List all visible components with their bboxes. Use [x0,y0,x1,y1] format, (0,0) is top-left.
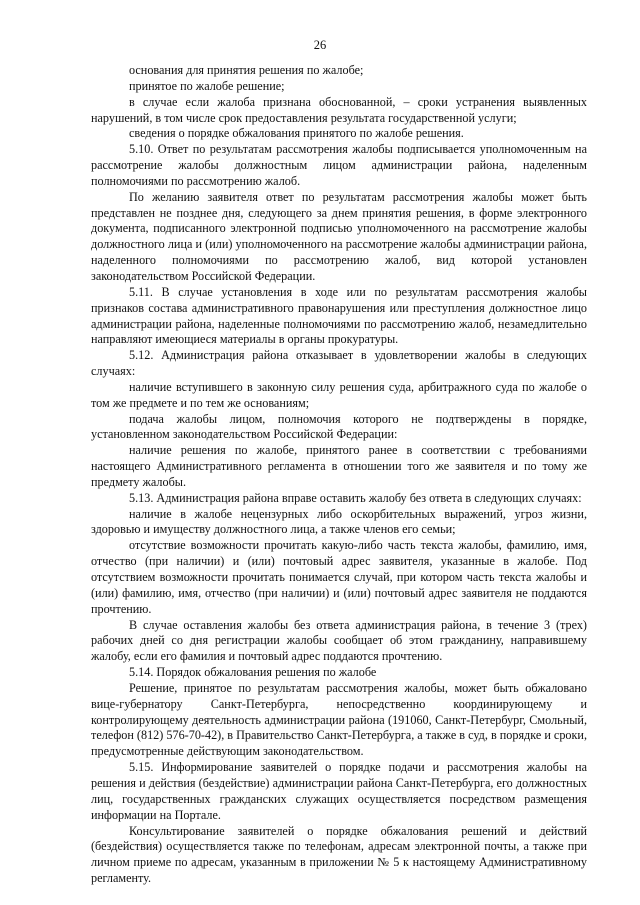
paragraph: в случае если жалоба признана обоснованной, – сроки устранения выявленных нарушений, в том числе срок предоставления результата государственной услуги; [91,94,587,125]
document-body [91,63,587,887]
paragraph-5-10: 5.10. Ответ по результатам рассмотрения жалобы подписывается уполномоченным на рассмотрение жалобы должностным лицом администрации района, наделенным полномочиями по рассмотрению жалоб. [91,142,587,188]
paragraph-5-11: 5.11. В случае установления в ходе или по результатам рассмотрения жалобы признаков состава административного правонарушения или преступления должностное лицо администрации района, наделенные полномочиями по рассмотрению жалоб, незамедлительно направляют имеющиеся материалы в органы прокуратуры. [91,284,587,347]
paragraph: По желанию заявителя ответ по результатам рассмотрения жалобы может быть представлен не позднее дня, следующего за днем принятия решения, в форме электронного документа, подписанного электронной подписью уполномоченного на рассмотрение жалобы должностного лица и (или) уполномоченного на рассмотрение жалобы администрации района, наделенного полномочиями по рассмотрению жалоб, вид которой установлен законодательством Российской Федерации. [91,189,587,283]
paragraph: отсутствие возможности прочитать какую-либо часть текста жалобы, фамилию, имя, отчество (при наличии) и (или) почтовый адрес заявителя, указанные в жалобе. Под отсутствием возможности прочитать понимается случай, при котором часть текста жалобы и (или) фамилию, имя, отчество (при наличии) и (или) почтовый адрес заявителя не поддаются прочтению. [91,538,587,616]
paragraph: Решение, принятое по результатам рассмотрения жалобы, может быть обжаловано вице-губернатору Санкт-Петербурга, непосредственно координирующему и контролирующему деятельность администрации района (191060, Санкт-Петербург, Смольный, телефон (812) 576-70-42), в Правительство Санкт-Петербурга, а также в суд, в порядке и сроки, предусмотренные действующим законодательством. [91,680,587,759]
paragraph-5-14-heading: 5.14. Порядок обжалования решения по жалобе [129,665,377,680]
paragraph: сведения о порядке обжалования принятого по жалобе решения. [129,126,464,141]
paragraph-5-13: 5.13. Администрация района вправе оставить жалобу без ответа в следующих случаях: [129,490,582,505]
paragraph: наличие в жалобе нецензурных либо оскорбительных выражений, угроз жизни, здоровью и имуществу должностного лица, а также членов его семьи; [91,506,587,537]
paragraph: Консультирование заявителей о порядке обжалования решений и действий (бездействия) осуществляется также по телефонам, адресам электронной почты, а также при личном приеме по адресам, указанным в приложении № 5 к настоящему Административному регламенту. [91,823,587,886]
paragraph: В случае оставления жалобы без ответа администрация района, в течение 3 (трех) рабочих дней со дня регистрации жалобы сообщает об этом гражданину, направившему жалобу, если его фамилия и почтовый адрес поддаются прочтению. [91,617,587,664]
paragraph: основания для принятия решения по жалобе; [129,63,364,77]
page-number: 26 [313,38,327,52]
paragraph: подача жалобы лицом, полномочия которого не подтверждены в порядке, установленном законодательством Российской Федерации: [91,411,587,442]
paragraph-5-12: 5.12. Администрация района отказывает в удовлетворении жалобы в следующих случаях: [91,348,587,379]
paragraph-5-15: 5.15. Информирование заявителей о порядке подачи и рассмотрения жалобы на решения и действия (бездействие) администрации района Санкт-Петербурга, его должностных лиц, государственных гражданских служащих осуществляется посредством размещения информации на Портале. [91,760,587,822]
paragraph: принятое по жалобе решение; [129,78,285,93]
paragraph: наличие решения по жалобе, принятого ранее в соответствии с требованиями настоящего Административного регламента в отношении того же заявителя и по тому же предмету жалобы. [91,443,587,489]
paragraph: наличие вступившего в законную силу решения суда, арбитражного суда по жалобе о том же предмете и по тем же основаниям; [91,379,587,410]
